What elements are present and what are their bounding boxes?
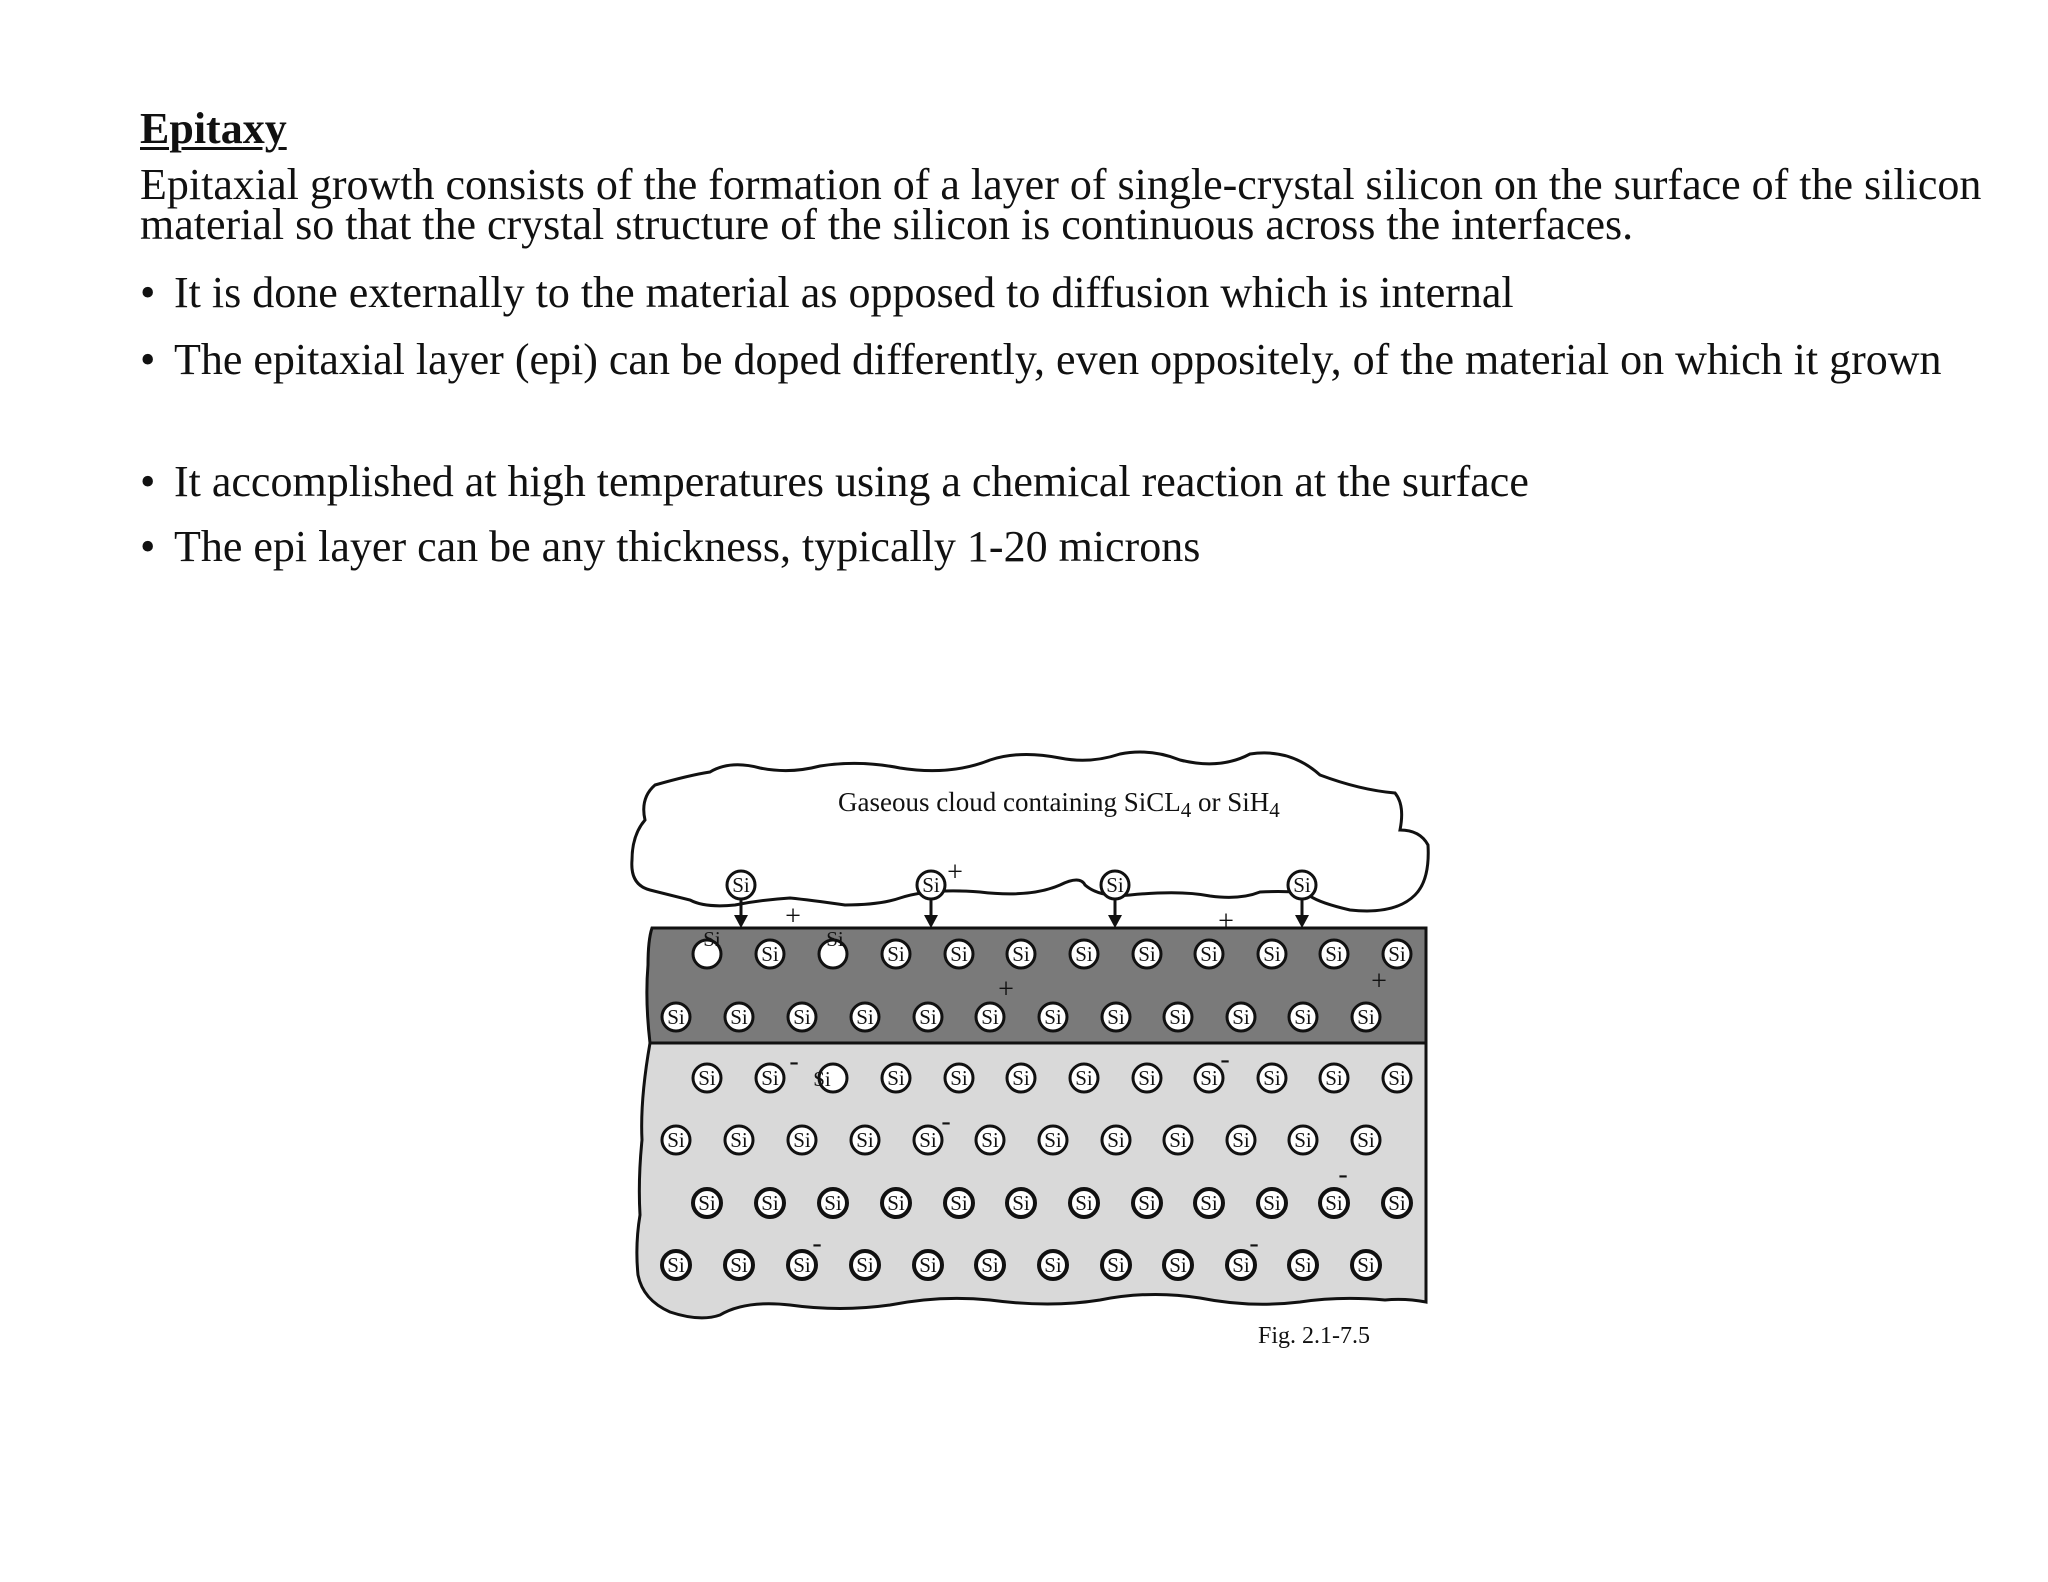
- free-atom-label: Si: [813, 1067, 831, 1091]
- atom-label: Si: [1012, 942, 1030, 966]
- negative-charge-mark: -: [812, 1228, 822, 1259]
- atom-label: Si: [1107, 1005, 1125, 1029]
- deposition-arrow-head: [1108, 915, 1122, 928]
- cloud-label-or: or SiH: [1191, 787, 1270, 817]
- atom-label: Si: [887, 942, 905, 966]
- atom-label: Si: [1169, 1253, 1187, 1277]
- free-atom-label: Si: [826, 927, 844, 951]
- substrate-atom: [1007, 1064, 1035, 1092]
- substrate-atom: [1164, 1251, 1192, 1279]
- atom-label: Si: [793, 1253, 811, 1277]
- substrate-atom: [945, 1189, 973, 1217]
- atom-label: Si: [1357, 1128, 1375, 1152]
- substrate-atom: [882, 1064, 910, 1092]
- atom-label: Si: [919, 1253, 937, 1277]
- epi-atom: [725, 1003, 753, 1031]
- atom-label: Si: [1388, 1066, 1406, 1090]
- atom-label: Si: [887, 1066, 905, 1090]
- epi-atom: [851, 1003, 879, 1031]
- epi-atom: [1070, 940, 1098, 968]
- positive-charge-mark: +: [1218, 906, 1234, 937]
- atom-label: Si: [793, 1128, 811, 1152]
- substrate-atom: [1383, 1064, 1411, 1092]
- cloud-label-subscript: 4: [1269, 798, 1280, 822]
- atom-label: Si: [1294, 1005, 1312, 1029]
- substrate-atom: [851, 1251, 879, 1279]
- atom-label: Si: [1012, 1066, 1030, 1090]
- atom-label: Si: [1263, 942, 1281, 966]
- atom-label: Si: [1357, 1005, 1375, 1029]
- substrate-atom: [1258, 1064, 1286, 1092]
- atom-label: Si: [981, 1253, 999, 1277]
- positive-charge-mark: +: [947, 857, 963, 888]
- atom-label: Si: [1107, 1128, 1125, 1152]
- epi-atom: [914, 1003, 942, 1031]
- epi-atom: [1227, 1003, 1255, 1031]
- free-atom-label: Si: [703, 927, 721, 951]
- atom-label: Si: [1044, 1253, 1062, 1277]
- substrate-atom: [1227, 1126, 1255, 1154]
- epi-atom: [1352, 1003, 1380, 1031]
- atom-label: Si: [1169, 1128, 1187, 1152]
- epi-atom: [788, 1003, 816, 1031]
- deposition-arrow-head: [924, 915, 938, 928]
- deposition-arrow-head: [734, 915, 748, 928]
- atom-label: Si: [793, 1005, 811, 1029]
- substrate-atom: [1258, 1189, 1286, 1217]
- gas-atom: [727, 871, 755, 899]
- epi-atom: [1164, 1003, 1192, 1031]
- positive-charge-mark: +: [998, 974, 1014, 1005]
- atom-label: Si: [1357, 1253, 1375, 1277]
- atom-label: Si: [732, 873, 750, 897]
- substrate-atom: [1102, 1126, 1130, 1154]
- substrate-atom: [914, 1126, 942, 1154]
- epitaxy-diagram: [620, 740, 1440, 1360]
- substrate-atom: [976, 1126, 1004, 1154]
- substrate-atom: [662, 1251, 690, 1279]
- atom-label: Si: [824, 1191, 842, 1215]
- substrate-atom: [693, 1189, 721, 1217]
- substrate-atom: [756, 1064, 784, 1092]
- atom-label: Si: [698, 1191, 716, 1215]
- deposition-arrow-head: [1295, 915, 1309, 928]
- substrate-atom: [1289, 1126, 1317, 1154]
- atom-label: Si: [1263, 1066, 1281, 1090]
- substrate-atom: [1070, 1189, 1098, 1217]
- negative-charge-mark: -: [1220, 1044, 1230, 1075]
- substrate-atom: [1070, 1064, 1098, 1092]
- atom-label: Si: [981, 1005, 999, 1029]
- negative-charge-mark: -: [789, 1046, 799, 1077]
- substrate-atom: [976, 1251, 1004, 1279]
- bullet-text: The epitaxial layer (epi) can be doped differently, even oppositely, of the material on which it grown: [174, 335, 1942, 384]
- bullet-item: [140, 331, 1980, 389]
- epi-atom: [1007, 940, 1035, 968]
- atom-label: Si: [1294, 1253, 1312, 1277]
- atom-label: Si: [1294, 1128, 1312, 1152]
- substrate-atom: [1352, 1126, 1380, 1154]
- atom-label: Si: [761, 1191, 779, 1215]
- atom-label: Si: [856, 1005, 874, 1029]
- substrate-atom: [1039, 1126, 1067, 1154]
- slide-title: Epitaxy: [140, 104, 287, 153]
- negative-charge-mark: -: [1338, 1159, 1348, 1190]
- bullet-item: [140, 453, 1980, 511]
- cloud-label: [838, 787, 1280, 822]
- substrate-atom: [1164, 1126, 1192, 1154]
- substrate-atom: [1195, 1189, 1223, 1217]
- atom-label: Si: [950, 942, 968, 966]
- bullet-text: The epi layer can be any thickness, typically 1-20 microns: [174, 522, 1201, 571]
- atom-label: Si: [1107, 1253, 1125, 1277]
- substrate-atom: [756, 1189, 784, 1217]
- atom-label: Si: [1325, 942, 1343, 966]
- atom-label: Si: [1263, 1191, 1281, 1215]
- substrate-atom: [788, 1126, 816, 1154]
- atom-label: Si: [887, 1191, 905, 1215]
- substrate-atom: [882, 1189, 910, 1217]
- atom-label: Si: [1012, 1191, 1030, 1215]
- atom-label: Si: [1325, 1191, 1343, 1215]
- figure-caption: Fig. 2.1-7.5: [1258, 1323, 1371, 1349]
- gas-atom: [917, 871, 945, 899]
- atom-label: Si: [1388, 942, 1406, 966]
- epi-atom: [1195, 940, 1223, 968]
- bullet-marker: •: [140, 268, 156, 317]
- epi-atom: [1102, 1003, 1130, 1031]
- bullet-item: [140, 518, 1980, 576]
- epi-atom: [1258, 940, 1286, 968]
- bullet-marker: •: [140, 457, 156, 506]
- atom-label: Si: [1293, 873, 1311, 897]
- negative-charge-mark: -: [941, 1106, 951, 1137]
- epi-atom: [1320, 940, 1348, 968]
- substrate-atom: [1133, 1189, 1161, 1217]
- epi-atom: [1039, 1003, 1067, 1031]
- epi-atom: [945, 940, 973, 968]
- epi-atom: [756, 940, 784, 968]
- bullet-item: [140, 264, 1980, 322]
- atom-label: Si: [1232, 1253, 1250, 1277]
- bullet-text: It is done externally to the material as opposed to diffusion which is internal: [174, 268, 1514, 317]
- substrate-atom: [725, 1126, 753, 1154]
- substrate-atom: [1039, 1251, 1067, 1279]
- atom-label: Si: [667, 1005, 685, 1029]
- epi-atom: [976, 1003, 1004, 1031]
- bullet-marker: •: [140, 522, 156, 571]
- atom-label: Si: [1388, 1191, 1406, 1215]
- gas-atom: [1288, 871, 1316, 899]
- negative-charge-mark: -: [1249, 1228, 1259, 1259]
- substrate-atom: [693, 1064, 721, 1092]
- substrate-atom: [1289, 1251, 1317, 1279]
- substrate-atom: [1320, 1189, 1348, 1217]
- atom-label: Si: [856, 1128, 874, 1152]
- atom-label: Si: [1044, 1128, 1062, 1152]
- cloud-label-main: Gaseous cloud containing SiCL: [838, 787, 1181, 817]
- atom-label: Si: [761, 942, 779, 966]
- atom-label: Si: [1075, 942, 1093, 966]
- atom-label: Si: [1232, 1128, 1250, 1152]
- atom-label: Si: [950, 1066, 968, 1090]
- substrate-atom: [662, 1126, 690, 1154]
- substrate-atom: [1007, 1189, 1035, 1217]
- atom-label: Si: [922, 873, 940, 897]
- cloud-label-subscript: 4: [1180, 798, 1192, 822]
- intro-paragraph: Epitaxial growth consists of the formation of a layer of single-crystal silicon on the surface of the silicon material so that the crystal structure of the silicon is continuous across the interfaces.: [140, 160, 1982, 249]
- gas-atom: [1101, 871, 1129, 899]
- substrate-atom: [1320, 1064, 1348, 1092]
- atom-label: Si: [730, 1253, 748, 1277]
- epi-atom: [1383, 940, 1411, 968]
- epi-atom: [1289, 1003, 1317, 1031]
- atom-label: Si: [1138, 1066, 1156, 1090]
- atom-label: Si: [698, 1066, 716, 1090]
- epi-atom: [1133, 940, 1161, 968]
- substrate-atom: [1195, 1064, 1223, 1092]
- atom-label: Si: [1325, 1066, 1343, 1090]
- atom-label: Si: [1044, 1005, 1062, 1029]
- atom-label: Si: [919, 1005, 937, 1029]
- atom-label: Si: [761, 1066, 779, 1090]
- substrate-atom: [819, 1189, 847, 1217]
- atom-label: Si: [1075, 1066, 1093, 1090]
- substrate-atom: [1352, 1251, 1380, 1279]
- atom-label: Si: [1138, 1191, 1156, 1215]
- atom-label: Si: [1200, 1066, 1218, 1090]
- atom-label: Si: [667, 1128, 685, 1152]
- atom-label: Si: [950, 1191, 968, 1215]
- atom-label: Si: [1106, 873, 1124, 897]
- atom-label: Si: [1200, 1191, 1218, 1215]
- bullet-text: It accomplished at high temperatures using a chemical reaction at the surface: [174, 457, 1529, 506]
- atom-label: Si: [730, 1005, 748, 1029]
- atom-label: Si: [1075, 1191, 1093, 1215]
- substrate-atom: [1383, 1189, 1411, 1217]
- atom-label: Si: [1138, 942, 1156, 966]
- positive-charge-mark: +: [785, 901, 801, 932]
- atom-label: Si: [981, 1128, 999, 1152]
- epi-atom: [882, 940, 910, 968]
- epi-atom: [662, 1003, 690, 1031]
- substrate-atom: [1133, 1064, 1161, 1092]
- atom-label: Si: [1169, 1005, 1187, 1029]
- positive-charge-mark: +: [1371, 966, 1387, 997]
- atom-label: Si: [1232, 1005, 1250, 1029]
- substrate-atom: [725, 1251, 753, 1279]
- bullet-marker: •: [140, 335, 156, 384]
- atom-label: Si: [919, 1128, 937, 1152]
- substrate-atom: [945, 1064, 973, 1092]
- substrate-atom: [914, 1251, 942, 1279]
- atom-label: Si: [1200, 942, 1218, 966]
- substrate-atom: [851, 1126, 879, 1154]
- atom-label: Si: [667, 1253, 685, 1277]
- substrate-atom: [1102, 1251, 1130, 1279]
- atom-label: Si: [856, 1253, 874, 1277]
- atom-label: Si: [730, 1128, 748, 1152]
